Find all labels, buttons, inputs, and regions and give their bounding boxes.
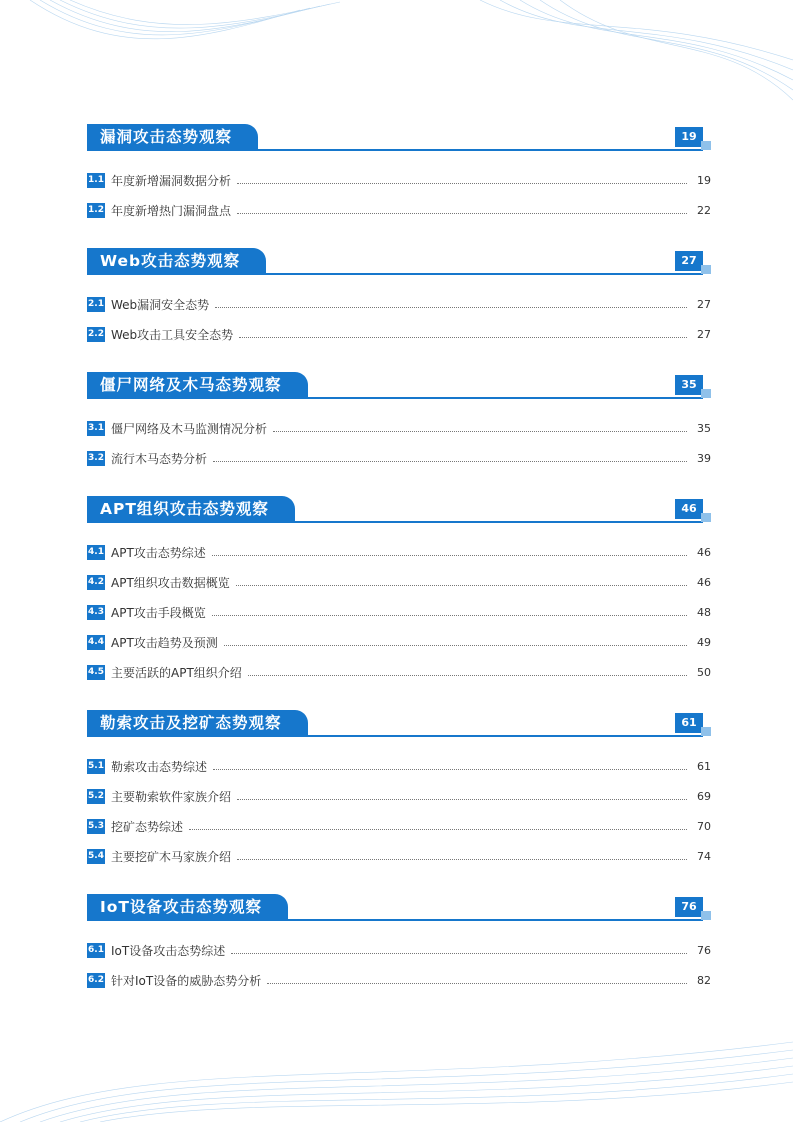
toc-entry[interactable]: [87, 567, 711, 597]
toc-entry[interactable]: [87, 537, 711, 567]
entry-page-number: 76: [697, 943, 711, 957]
section-header[interactable]: [87, 372, 711, 400]
toc-entry[interactable]: [87, 443, 711, 473]
section-header[interactable]: [87, 248, 711, 276]
section-page-number: 46: [675, 499, 703, 519]
dot-leader: [213, 460, 687, 462]
entry-number-badge: 1.1: [87, 173, 105, 188]
dot-leader: [267, 982, 687, 984]
bottom-wave-decoration: [0, 1032, 793, 1122]
toc-entry[interactable]: [87, 751, 711, 781]
toc-entry[interactable]: [87, 289, 711, 319]
entry-page-number: 70: [697, 819, 711, 833]
section-header[interactable]: [87, 894, 711, 922]
section-items: [87, 413, 711, 473]
entry-page-number: 48: [697, 605, 711, 619]
entry-page-number: 22: [697, 203, 711, 217]
section-header[interactable]: [87, 496, 711, 524]
entry-number-badge: 4.2: [87, 575, 105, 590]
entry-title: APT攻击态势综述: [111, 545, 206, 560]
entry-title: APT攻击手段概览: [111, 605, 206, 620]
dot-leader: [237, 212, 687, 214]
section-title: IoT设备攻击态势观察: [87, 894, 288, 920]
section-items: [87, 537, 711, 687]
section-page-number: 27: [675, 251, 703, 271]
dot-leader: [231, 952, 687, 954]
entry-page-number: 61: [697, 759, 711, 773]
page-tab-decoration: [701, 727, 711, 736]
entry-title: 年度新增热门漏洞盘点: [111, 203, 232, 218]
toc-entry[interactable]: [87, 597, 711, 627]
section-title: 勒索攻击及挖矿态势观察: [87, 710, 308, 736]
toc-entry[interactable]: [87, 627, 711, 657]
toc-section: [87, 710, 711, 871]
entry-page-number: 46: [697, 545, 711, 559]
toc-section: [87, 894, 711, 995]
section-title: APT组织攻击态势观察: [87, 496, 295, 522]
entry-page-number: 50: [697, 665, 711, 679]
toc-entry[interactable]: [87, 165, 711, 195]
toc-section: [87, 372, 711, 473]
entry-page-number: 69: [697, 789, 711, 803]
dot-leader: [212, 554, 687, 556]
entry-title: 挖矿态势综述: [111, 819, 184, 834]
section-items: [87, 935, 711, 995]
section-header[interactable]: [87, 710, 711, 738]
entry-page-number: 19: [697, 173, 711, 187]
dot-leader: [215, 306, 687, 308]
entry-number-badge: 3.1: [87, 421, 105, 436]
entry-page-number: 49: [697, 635, 711, 649]
dot-leader: [237, 858, 687, 860]
entry-page-number: 82: [697, 973, 711, 987]
entry-title: 主要挖矿木马家族介绍: [111, 849, 232, 864]
toc-entry[interactable]: [87, 781, 711, 811]
entry-title: 流行木马态势分析: [111, 451, 208, 466]
entry-number-badge: 3.2: [87, 451, 105, 466]
entry-title: 僵尸网络及木马监测情况分析: [111, 421, 268, 436]
page-tab-decoration: [701, 911, 711, 920]
toc-section: [87, 496, 711, 687]
entry-number-badge: 5.2: [87, 789, 105, 804]
entry-number-badge: 5.1: [87, 759, 105, 774]
entry-number-badge: 2.2: [87, 327, 105, 342]
entry-page-number: 46: [697, 575, 711, 589]
top-wave-decoration: [0, 0, 793, 110]
entry-title: 主要勒索软件家族介绍: [111, 789, 232, 804]
entry-title: IoT设备攻击态势综述: [111, 943, 226, 958]
dot-leader: [239, 336, 687, 338]
entry-title: Web漏洞安全态势: [111, 297, 210, 312]
dot-leader: [189, 828, 687, 830]
toc-entry[interactable]: [87, 195, 711, 225]
entry-page-number: 35: [697, 421, 711, 435]
entry-title: 勒索攻击态势综述: [111, 759, 208, 774]
section-items: [87, 289, 711, 349]
section-page-number: 19: [675, 127, 703, 147]
entry-page-number: 74: [697, 849, 711, 863]
dot-leader: [237, 182, 687, 184]
toc-entry[interactable]: [87, 413, 711, 443]
section-items: [87, 165, 711, 225]
toc-entry[interactable]: [87, 657, 711, 687]
toc-entry[interactable]: [87, 319, 711, 349]
entry-number-badge: 4.3: [87, 605, 105, 620]
toc-entry[interactable]: [87, 841, 711, 871]
toc-entry[interactable]: [87, 935, 711, 965]
dot-leader: [236, 584, 687, 586]
entry-number-badge: 4.1: [87, 545, 105, 560]
section-items: [87, 751, 711, 871]
dot-leader: [212, 614, 687, 616]
dot-leader: [224, 644, 687, 646]
dot-leader: [213, 768, 687, 770]
section-page-number: 35: [675, 375, 703, 395]
entry-number-badge: 5.4: [87, 849, 105, 864]
entry-title: APT组织攻击数据概览: [111, 575, 230, 590]
entry-number-badge: 6.2: [87, 973, 105, 988]
entry-title: 针对IoT设备的威胁态势分析: [111, 973, 262, 988]
section-title: 漏洞攻击态势观察: [87, 124, 258, 150]
entry-page-number: 27: [697, 327, 711, 341]
entry-page-number: 27: [697, 297, 711, 311]
toc-section: [87, 124, 711, 225]
entry-number-badge: 1.2: [87, 203, 105, 218]
entry-number-badge: 4.5: [87, 665, 105, 680]
page-tab-decoration: [701, 265, 711, 274]
entry-number-badge: 4.4: [87, 635, 105, 650]
toc-entry[interactable]: [87, 811, 711, 841]
toc-section: [87, 248, 711, 349]
dot-leader: [248, 674, 687, 676]
toc-entry[interactable]: [87, 965, 711, 995]
section-header[interactable]: [87, 124, 711, 152]
page-tab-decoration: [701, 389, 711, 398]
dot-leader: [273, 430, 687, 432]
entry-title: 年度新增漏洞数据分析: [111, 173, 232, 188]
entry-number-badge: 5.3: [87, 819, 105, 834]
entry-title: 主要活跃的APT组织介绍: [111, 665, 242, 680]
entry-page-number: 39: [697, 451, 711, 465]
entry-number-badge: 2.1: [87, 297, 105, 312]
table-of-contents: [87, 124, 711, 995]
entry-title: Web攻击工具安全态势: [111, 327, 234, 342]
section-title: Web攻击态势观察: [87, 248, 266, 274]
section-page-number: 61: [675, 713, 703, 733]
entry-number-badge: 6.1: [87, 943, 105, 958]
page-tab-decoration: [701, 513, 711, 522]
section-page-number: 76: [675, 897, 703, 917]
page-tab-decoration: [701, 141, 711, 150]
dot-leader: [237, 798, 687, 800]
section-title: 僵尸网络及木马态势观察: [87, 372, 308, 398]
entry-title: APT攻击趋势及预测: [111, 635, 218, 650]
